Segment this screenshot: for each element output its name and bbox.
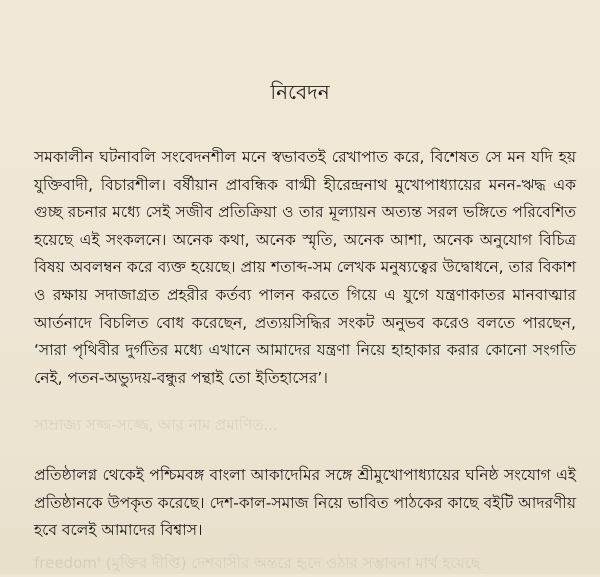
paragraph-1: সমকালীন ঘটনাবলি সংবেদনশীল মনে স্বভাবতই রেখাপাত করে, বিশেষত সে মন যদি হয় যুক্তিবাদী, বিচারশীল। বর্ষীয়ান প্রাবন্ধিক বাগ্মী হীরেন্দ্রনাথ মুখোপাধ্যায়ের মনন-ঋদ্ধ এক গুচ্ছ রচনার মধ্যে সেই সজীব প্রতিক্রিয়া ও তার মূল্যায়ন অত্যন্ত সরল ভঙ্গিতে পরিবেশিত হয়েছে এই সংকলনে। অনেক কথা, অনেক স্মৃতি, অনেক আশা, অনেক অনুযোগ বিচিত্র বিষয় অবলম্বন করে ব্যক্ত হয়েছে। প্রায় শতাব্দ-সম লেখক মনুষ্যত্বের উদ্বোধনে, তার বিকাশ ও রক্ষায় সদাজাগ্রত প্রহরীর কর্তব্য পালন করতে গিয়ে এ যুগে যন্ত্রণাকাতর মানবাত্মার আর্তনাদে বিচলিত বোধ করেছেন, প্রত্যয়সিদ্ধির সংকট অনুভব করেও বলতে পারছেন, ‘সারা পৃথিবীর দুর্গতির মধ্যে এখানে আমাদের যন্ত্রণা নিয়ে হাহাকার করার কোনো সংগতি নেই, পতন-অভ্যুদয়-বন্ধুর পন্থাই তো ইতিহাসের’। (34, 148, 576, 387)
bleed-through-text-1: সাম্রাজ্য সজ্জ-সজ্জে, আর নাম প্রমাণিত... (34, 416, 278, 434)
page-title: নিবেদন (270, 80, 330, 104)
paragraph-2: প্রতিষ্ঠালগ্ন থেকেই পশ্চিমবঙ্গ বাংলা আকাদেমির সঙ্গে শ্রীমুখোপাধ্যায়ের ঘনিষ্ঠ সংযোগ এই প্রতিষ্ঠানকে উপকৃত করেছে। দেশ-কাল-সমাজ নিয়ে ভাবিত পাঠকের কাছে বইটি আদরণীয় হবে বলেই আমাদের বিশ্বাস। (34, 466, 576, 540)
bleed-through-text-2: freedom' (মুক্তির দীপ্তি) দেশবাসীর অন্তরে হৃদে ওঠার সম্ভাবনা মার্থ হয়েছে (34, 554, 481, 572)
